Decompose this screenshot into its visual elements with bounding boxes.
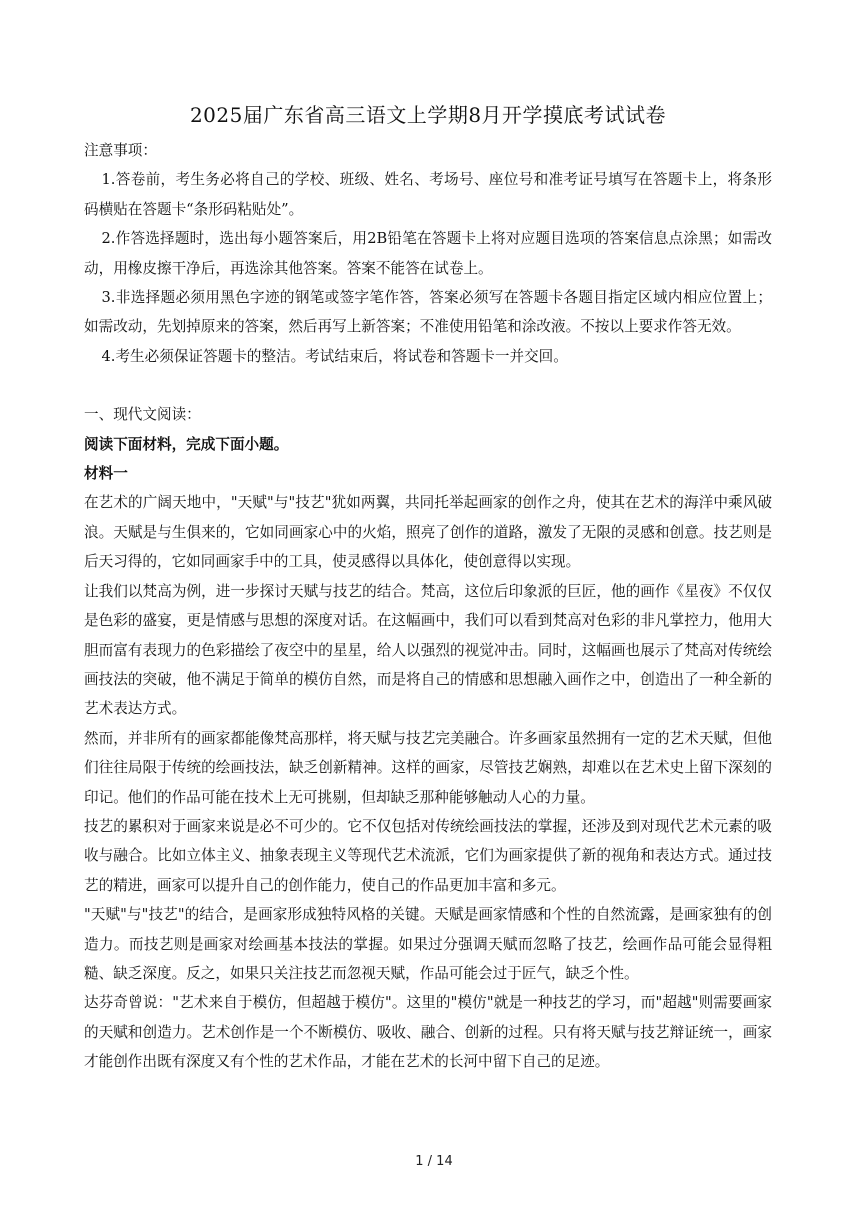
notice-item-2: 2.作答选择题时，选出每小题答案后，用2B铅笔在答题卡上将对应题目选项的答案信息点涂黑；如需改动，用橡皮擦干净后，再选涂其他答案。答案不能答在试卷上。 <box>84 230 772 277</box>
notice-item-1: 1.答卷前，考生务必将自己的学校、班级、姓名、考场号、座位号和准考证号填写在答题卡上，将条形码横贴在答题卡“条形码粘贴处”。 <box>84 171 772 218</box>
notice-item-4: 4.考生必须保证答题卡的整洁。考试结束后，将试卷和答题卡一并交回。 <box>101 347 568 365</box>
page-title: 2025届广东省高三语文上学期8月开学摸底考试试卷 <box>189 103 667 127</box>
document-page <box>84 100 772 1077</box>
material-paragraph-5: "天赋"与"技艺"的结合，是画家形成独特风格的关键。天赋是画家情感和个性的自然流露，是画家独有的创造力。而技艺则是画家对绘画基本技法的掌握。如果过分强调天赋而忽略了技艺，绘画作品可能会显得粗糙、缺乏深度。反之，如果只关注技艺而忽视天赋，作品可能会过于匠气，缺乏个性。 <box>84 906 772 982</box>
material-label: 材料一 <box>84 465 128 483</box>
document-body <box>84 136 772 1077</box>
material-paragraph-2: 让我们以梵高为例，进一步探讨天赋与技艺的结合。梵高，这位后印象派的巨匠，他的画作《星夜》不仅仅是色彩的盛宴，更是情感与思想的深度对话。在这幅画中，我们可以看到梵高对色彩的非凡掌控力，他用大胆而富有表现力的色彩描绘了夜空中的星星，给人以强烈的视觉冲击。同时，这幅画也展示了梵高对传统绘画技法的突破，他不满足于简单的模仿自然，而是将自己的情感和思想融入画作之中，创造出了一种全新的艺术表达方式。 <box>84 582 772 718</box>
material-paragraph-1: 在艺术的广阔天地中，"天赋"与"技艺"犹如两翼，共同托举起画家的创作之舟，使其在艺术的海洋中乘风破浪。天赋是与生俱来的，它如同画家心中的火焰，照亮了创作的道路，激发了无限的灵感和创意。技艺则是后天习得的，它如同画家手中的工具，使灵感得以具体化，使创意得以实现。 <box>84 494 772 571</box>
section-heading: 一、现代文阅读： <box>84 406 201 424</box>
notice-item-3: 3.非选择题必须用黑色字迹的钢笔或签字笔作答，答案必须写在答题卡各题目指定区域内相应位置上；如需改动，先划掉原来的答案，然后再写上新答案；不准使用铅笔和涂改液。不按以上要求作答无效。 <box>84 289 772 336</box>
page-number: 1 / 14 <box>415 1154 453 1169</box>
material-paragraph-6: 达芬奇曾说："艺术来自于模仿，但超越于模仿"。这里的"模仿"就是一种技艺的学习，而"超越"则需要画家的天赋和创造力。艺术创作是一个不断模仿、吸收、融合、创新的过程。只有将天赋与技艺辩证统一，画家才能创作出既有深度又有个性的艺术作品，才能在艺术的长河中留下自己的足迹。 <box>84 994 772 1071</box>
material-paragraph-3: 然而，并非所有的画家都能像梵高那样，将天赋与技艺完美融合。许多画家虽然拥有一定的艺术天赋，但他们往往局限于传统的绘画技法，缺乏创新精神。这样的画家，尽管技艺娴熟，却难以在艺术史上留下深刻的印记。他们的作品可能在技术上无可挑剔，但却缺乏那种能够触动人心的力量。 <box>84 729 772 806</box>
reading-instruction: 阅读下面材料，完成下面小题。 <box>84 435 289 453</box>
section-gap <box>84 371 772 400</box>
material-paragraph-4: 技艺的累积对于画家来说是必不可少的。它不仅包括对传统绘画技法的掌握，还涉及到对现代艺术元素的吸收与融合。比如立体主义、抽象表现主义等现代艺术流派，它们为画家提供了新的视角和表达方式。通过技艺的精进，画家可以提升自己的创作能力，使自己的作品更加丰富和多元。 <box>84 817 772 894</box>
notice-heading: 注意事项： <box>84 142 157 159</box>
